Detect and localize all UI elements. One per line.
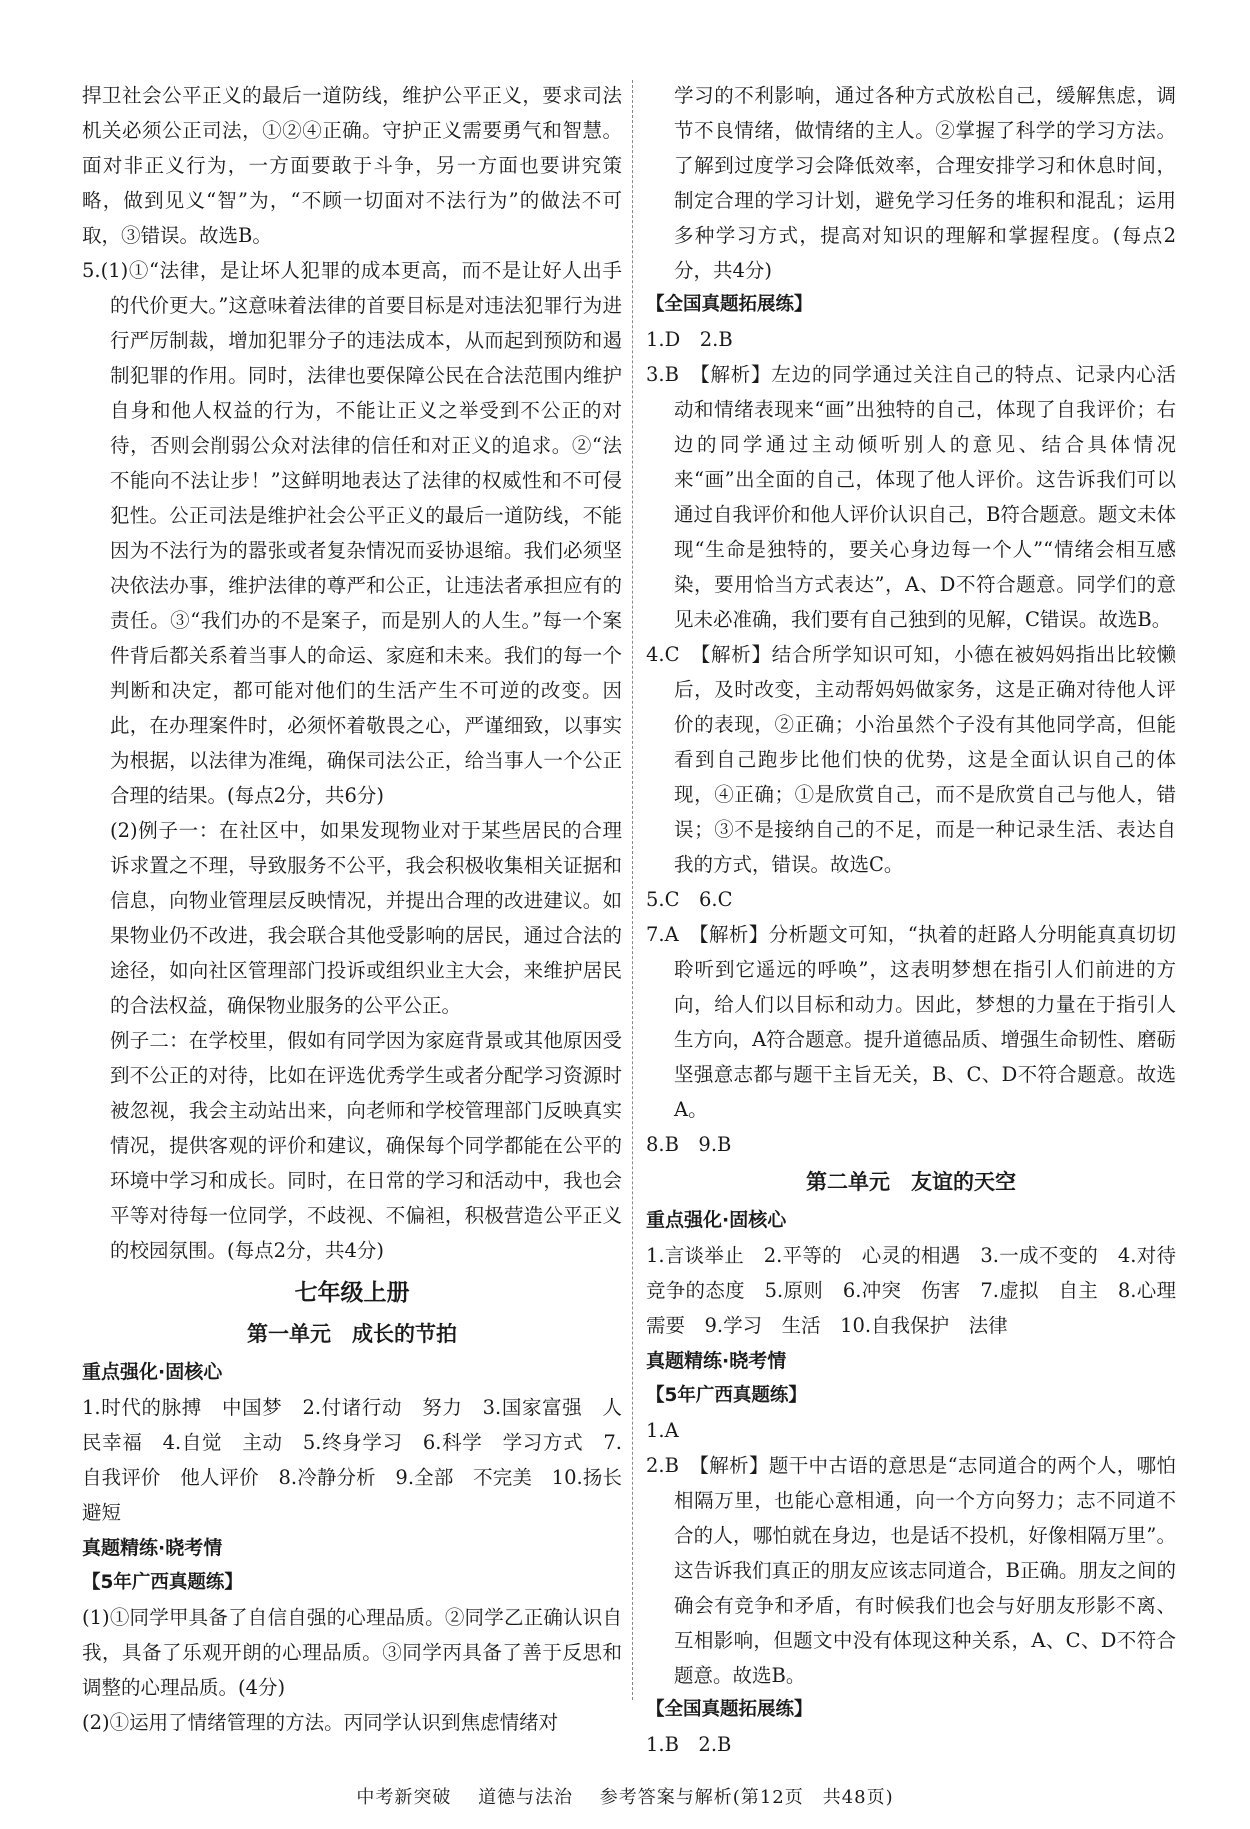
paragraph-continuation: 捍卫社会公平正义的最后一道防线，维护公平正义，要求司法机关必须公正司法，①②④正确。守护正义需要勇气和智慧。面对非正义行为，一方面要敢于斗争，另一方面也要讲究策略，做到见义“智”为，“不顾一切面对不法行为”的做法不可取，③错误。故选B。 (82, 84, 622, 247)
unit2-core-answers: 1.言谈举止 2.平等的 心灵的相遇 3.一成不变的 4.对待竞争的态度 5.原则 6.冲突 伤害 7.虚拟 自主 8.心理需要 9.学习 生活 10.自我保护 法律 (646, 1244, 1176, 1337)
answer-q5-part1: 5.(1)①“法律，是让坏人犯罪的成本更高，而不是让好人出手的代价更大。”这意味着法律的首要目标是对违法犯罪行为进行严厉制裁，增加犯罪分子的违法成本，从而起到预防和遏制犯罪的作用。同时，法律也要保障公民在合法范围内维护自身和他人权益的行为，不能让正义之举受到不公正的对待，否则会削弱公众对法律的信任和对正义的追求。②“法不能向不法让步！”这鲜明地表达了法律的权威性和不可侵犯性。公正司法是维护社会公平正义的最后一道防线，不能因为不法行为的嚣张或者复杂情况而妥协退缩。我们必须坚决依法办事，维护法律的尊严和公正，让违法者承担应有的责任。③“我们办的不是案子，而是别人的人生。”每一个案件背后都关系着当事人的命运、家庭和未来。我们的每一个判断和决定，都可能对他们的生活产生不可逆的改变。因此，在办理案件时，必须怀着敬畏之心，严谨细致，以事实为根据，以法律为准绳，确保司法公正，给当事人一个公正合理的结果。(每点2分，共6分) (82, 259, 622, 807)
right-column (646, 78, 1176, 1762)
column-divider (632, 80, 633, 1700)
answer-7: 7.A 【解析】分析题文可知，“执着的赶路人分明能真真切切聆听到它遥远的呼唤”，这表明梦想在指引人们前进的方向，给人们以目标和动力。因此，梦想的力量在于指引人生方向，A符合题意。提升道德品质、增强生命韧性、磨砺坚强意志都与题干主旨无关，B、C、D不符合题意。故选A。 (646, 923, 1176, 1121)
unit2-title: 第二单元 友谊的天空 (806, 1169, 1016, 1194)
footer-book-title: 中考新突破 (356, 1787, 452, 1808)
unit1-title: 第一单元 成长的节拍 (247, 1321, 457, 1346)
guangxi-q1-answer: (1)①同学甲具备了自信自强的心理品质。②同学乙正确认识自我，具备了乐观开朗的心理品质。③同学丙具备了善于反思和调整的心理品质。(4分) (82, 1606, 622, 1699)
guangxi-q2-answer-start: (2)①运用了情绪管理的方法。丙同学认识到焦虑情绪对 (82, 1711, 559, 1734)
answer-q5-part2-example2: 例子二：在学校里，假如有同学因为家庭背景或其他原因受到不公正的对待，比如在评选优秀学生或者分配学习资源时被忽视，我会主动站出来，向老师和学校管理部门反映真实情况，提供客观的评价和建议，确保每个同学都能在公平的环境中学习和成长。同时，在日常的学习和活动中，我也会平等对待每一位同学，不歧视、不偏袒，积极营造公平正义的校园氛围。(每点2分，共4分) (110, 1029, 622, 1262)
continued-answer: 学习的不利影响，通过各种方式放松自己，缓解焦虑，调节不良情绪，做情绪的主人。②掌握了科学的学习方法。了解到过度学习会降低效率，合理安排学习和休息时间，制定合理的学习计划，避免学习任务的堆积和混乱；运用多种学习方式，提高对知识的理解和掌握程度。(每点2分，共4分) (674, 84, 1176, 282)
answer-1-2: 1.D 2.B (646, 328, 733, 351)
unit1-core-answers: 1.时代的脉搏 中国梦 2.付诸行动 努力 3.国家富强 人民幸福 4.自觉 主动 5.终身学习 6.科学 学习方式 7.自我评价 他人评价 8.冷静分析 9.全部 不完美 10.扬长避短 (82, 1396, 622, 1524)
answer-5-6: 5.C 6.C (646, 888, 733, 911)
unit2-guangxi-practice-heading: 【5年广西真题练】 (646, 1385, 807, 1406)
page-footer (0, 1783, 1250, 1809)
unit2-section-core-heading: 重点强化·固核心 (646, 1209, 787, 1231)
national-practice-heading: 【全国真题拓展练】 (646, 294, 813, 315)
guangxi-practice-heading: 【5年广西真题练】 (82, 1572, 243, 1593)
unit2-national-answers: 1.B 2.B (646, 1733, 732, 1756)
unit2-answer-1: 1.A (646, 1419, 679, 1442)
section-real-exam-heading: 真题精练·晓考情 (82, 1537, 223, 1559)
unit2-section-real-exam-heading: 真题精练·晓考情 (646, 1350, 787, 1372)
answer-q5-part2-example1: (2)例子一：在社区中，如果发现物业对于某些居民的合理诉求置之不理，导致服务不公平，我会积极收集相关证据和信息，向物业管理层反映情况，并提出合理的改进建议。如果物业仍不改进，我会联合其他受影响的居民，通过合法的途径，如向社区管理部门投诉或组织业主大会，来维护居民的合法权益，确保物业服务的公平公正。 (110, 819, 622, 1017)
footer-subject: 道德与法治 (478, 1787, 574, 1808)
unit2-national-practice-heading: 【全国真题拓展练】 (646, 1699, 813, 1720)
answer-8-9: 8.B 9.B (646, 1133, 732, 1156)
answer-3: 3.B 【解析】左边的同学通过关注自己的特点、记录内心活动和情绪表现来“画”出独特的自己，体现了自我评价；右边的同学通过主动倾听别人的意见、结合具体情况来“画”出全面的自己，体现了他人评价。这告诉我们可以通过自我评价和他人评价认识自己，B符合题意。题文未体现“生命是独特的，要关心身边每一个人”“情绪会相互感染，要用恰当方式表达”，A、D不符合题意。同学们的意见未必准确，我们要有自己独到的见解，C错误。故选B。 (646, 363, 1176, 631)
footer-section: 参考答案与解析(第12页 共48页) (599, 1787, 894, 1808)
left-column (82, 78, 622, 1740)
answer-4: 4.C 【解析】结合所学知识可知，小德在被妈妈指出比较懒后，及时改变，主动帮妈妈做家务，这是正确对待他人评价的表现，②正确；小治虽然个子没有其他同学高，但能看到自己跑步比他们快的优势，这是全面认识自己的体现，④正确；①是欣赏自己，而不是欣赏自己与他人，错误；③不是接纳自己的不足，而是一种记录生活、表达自我的方式，错误。故选C。 (646, 643, 1176, 876)
unit2-answer-2: 2.B 【解析】题干中古语的意思是“志同道合的两个人，哪怕相隔万里，也能心意相通，向一个方向努力；志不同道不合的人，哪怕就在身边，也是话不投机，好像相隔万里”。这告诉我们真正的朋友应该志同道合，B正确。朋友之间的确会有竞争和矛盾，有时候我们也会与好朋友形影不离、互相影响，但题文中没有体现这种关系，A、C、D不符合题意。故选B。 (646, 1454, 1176, 1687)
section-core-heading: 重点强化·固核心 (82, 1361, 223, 1383)
grade-title: 七年级上册 (294, 1279, 410, 1306)
